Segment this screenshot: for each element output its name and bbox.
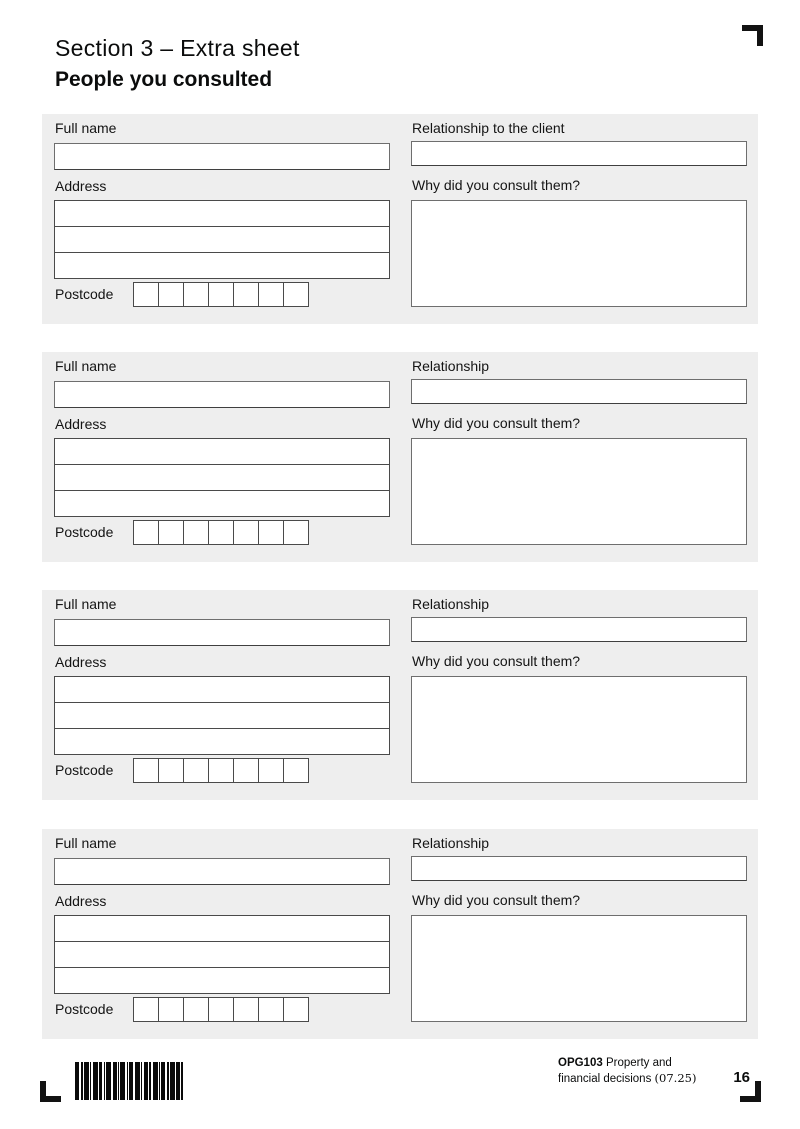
address-label: Address [55,893,107,909]
page-number: 16 [733,1069,750,1086]
address-line-2-input[interactable] [54,226,390,253]
page-heading: People you consulted [55,68,273,91]
address-label: Address [55,654,107,670]
full-name-label: Full name [55,596,117,612]
postcode-cell-input[interactable] [158,520,184,545]
postcode-label: Postcode [55,286,114,302]
relationship-input[interactable] [411,141,747,166]
address-line-1-input[interactable] [54,200,390,227]
consultee-block [42,590,758,800]
postcode-cell-input[interactable] [233,997,259,1022]
full-name-input[interactable] [54,858,390,885]
postcode-label: Postcode [55,762,114,778]
relationship-input[interactable] [411,379,747,404]
consultee-block [42,352,758,562]
postcode-cell-input[interactable] [158,997,184,1022]
postcode-cell-input[interactable] [283,758,309,783]
address-line-3-input[interactable] [54,252,390,279]
postcode-cell-input[interactable] [133,758,159,783]
postcode-cell-input[interactable] [258,758,284,783]
relationship-input[interactable] [411,856,747,881]
form-code: OPG103 [558,1057,603,1069]
postcode-cell-input[interactable] [283,520,309,545]
relationship-label: Relationship [412,835,490,851]
address-line-1-input[interactable] [54,676,390,703]
why-consult-textarea[interactable] [411,200,747,307]
barcode-gap [183,1062,187,1100]
address-line-2-input[interactable] [54,464,390,491]
postcode-cells [133,520,309,545]
why-consult-label: Why did you consult them? [412,653,581,669]
postcode-cell-input[interactable] [208,282,234,307]
why-consult-textarea[interactable] [411,676,747,783]
postcode-label: Postcode [55,1001,114,1017]
postcode-cell-input[interactable] [133,282,159,307]
postcode-cells [133,997,309,1022]
postcode-cell-input[interactable] [183,997,209,1022]
postcode-label: Postcode [55,524,114,540]
why-consult-label: Why did you consult them? [412,892,581,908]
relationship-label: Relationship [412,358,490,374]
postcode-cell-input[interactable] [258,520,284,545]
full-name-input[interactable] [54,143,390,170]
postcode-cell-input[interactable] [258,997,284,1022]
postcode-cell-input[interactable] [158,758,184,783]
postcode-cell-input[interactable] [233,520,259,545]
address-line-2-input[interactable] [54,702,390,729]
postcode-cell-input[interactable] [208,758,234,783]
section-title: Section 3 – Extra sheet [55,35,300,61]
postcode-cell-input[interactable] [183,520,209,545]
postcode-cell-input[interactable] [233,758,259,783]
full-name-input[interactable] [54,381,390,408]
postcode-cell-input[interactable] [208,520,234,545]
address-line-3-input[interactable] [54,490,390,517]
full-name-label: Full name [55,358,117,374]
form-title-line-2: financial decisions [558,1073,652,1085]
postcode-cell-input[interactable] [133,997,159,1022]
consultee-block [42,829,758,1039]
form-reference [558,1056,696,1087]
relationship-label: Relationship [412,596,490,612]
address-line-1-input[interactable] [54,915,390,942]
form-version: (07.25) [654,1071,697,1085]
postcode-cell-input[interactable] [158,282,184,307]
postcode-cell-input[interactable] [133,520,159,545]
postcode-cell-input[interactable] [183,758,209,783]
form-reference-line-2 [558,1071,696,1087]
address-line-3-input[interactable] [54,728,390,755]
postcode-cell-input[interactable] [208,997,234,1022]
postcode-cell-input[interactable] [283,282,309,307]
consultee-block [42,114,758,324]
why-consult-label: Why did you consult them? [412,415,581,431]
full-name-label: Full name [55,835,117,851]
crop-mark-bottom-left-icon [40,1081,61,1102]
postcode-cell-input[interactable] [183,282,209,307]
why-consult-textarea[interactable] [411,915,747,1022]
relationship-input[interactable] [411,617,747,642]
postcode-cells [133,758,309,783]
postcode-cell-input[interactable] [233,282,259,307]
address-line-3-input[interactable] [54,967,390,994]
barcode [75,1062,187,1100]
address-label: Address [55,416,107,432]
crop-mark-top-right-icon [742,25,763,46]
address-label: Address [55,178,107,194]
address-line-1-input[interactable] [54,438,390,465]
postcode-cells [133,282,309,307]
why-consult-textarea[interactable] [411,438,747,545]
full-name-label: Full name [55,120,117,136]
postcode-cell-input[interactable] [283,997,309,1022]
address-line-2-input[interactable] [54,941,390,968]
full-name-input[interactable] [54,619,390,646]
postcode-cell-input[interactable] [258,282,284,307]
relationship-label: Relationship to the client [412,120,565,136]
why-consult-label: Why did you consult them? [412,177,581,193]
form-title-line-1: Property and [605,1057,672,1069]
form-reference-line-1 [558,1056,696,1071]
